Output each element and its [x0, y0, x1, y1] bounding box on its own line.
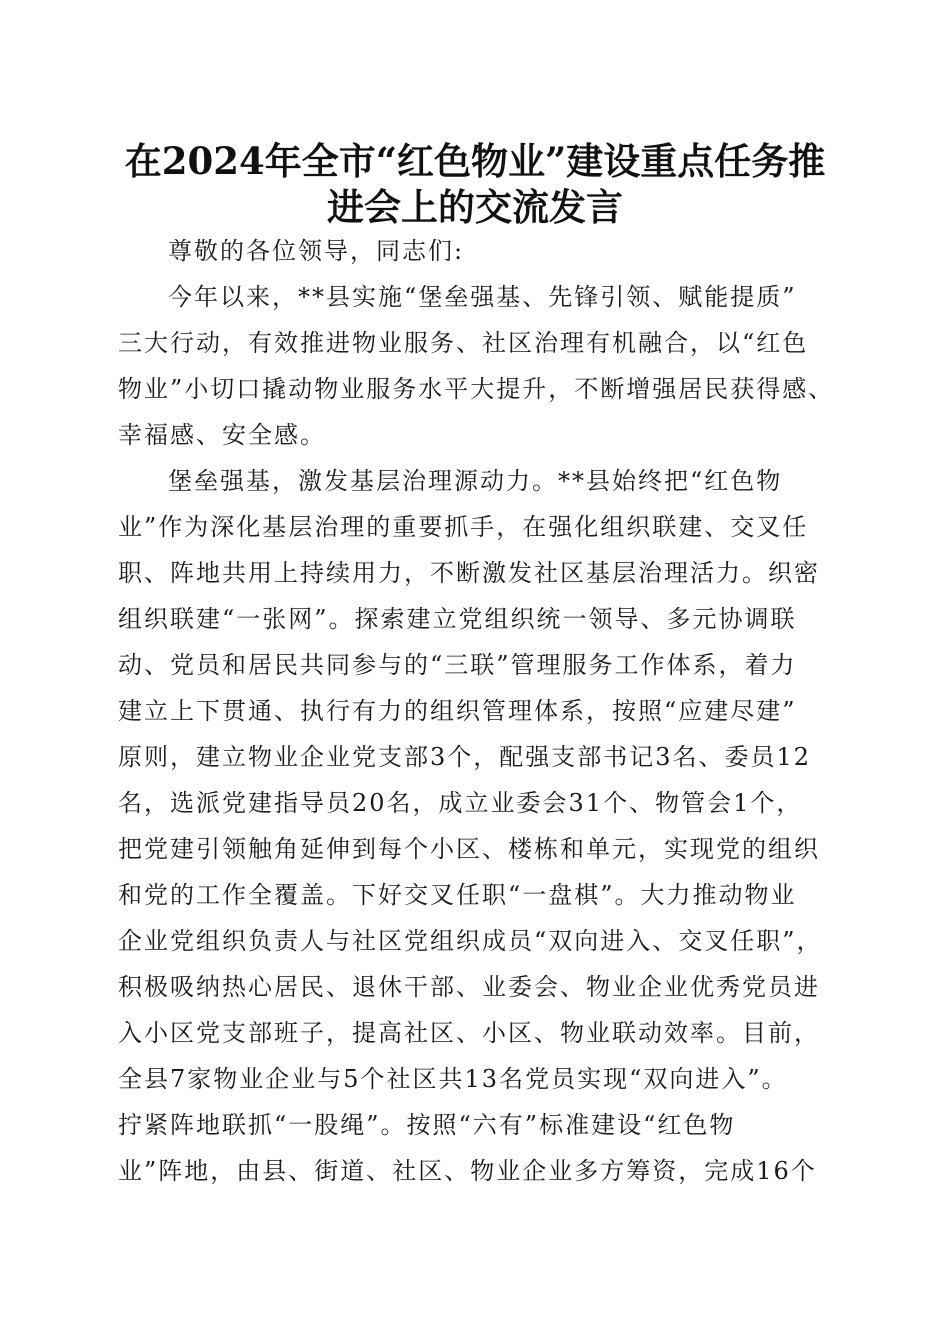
paragraph-2-line-16: 业”阵地，由县、街道、社区、物业企业多方筹资，完成16个 [118, 1157, 817, 1185]
paragraph-2-line-11: 企业党组织负责人与社区党组织成员“双向进入、交叉任职”， [118, 927, 823, 955]
paragraph-2-line-10: 和党的工作全覆盖。下好交叉任职“一盘棋”。大力推动物业 [118, 881, 797, 909]
paragraph-2-line-13: 入小区党支部班子，提高社区、小区、物业联动效率。目前， [118, 1019, 820, 1047]
paragraph-1-line-3: 物业”小切口撬动物业服务水平大提升，不断增强居民获得感、 [118, 375, 835, 403]
document-title [110, 138, 840, 230]
paragraph-2-line-5: 动、党员和居民共同参与的“三联”管理服务工作体系，着力 [118, 651, 797, 679]
paragraph-2-line-8: 名，选派党建指导员20名，成立业委会31个、物管会1个， [118, 789, 803, 817]
paragraph-2-line-1: 堡垒强基，激发基层治理源动力。**县始终把“红色物 [168, 467, 783, 495]
document-body [118, 228, 835, 1194]
salutation: 尊敬的各位领导，同志们: [168, 237, 465, 265]
paragraph-2-line-15: 拧紧阵地联抓“一股绳”。按照“六有”标准建设“红色物 [118, 1111, 736, 1139]
paragraph-2-line-12: 积极吸纳热心居民、退休干部、业委会、物业企业优秀党员进 [118, 973, 820, 1001]
paragraph-2-line-14: 全县7家物业企业与5个社区共13名党员实现“双向进入”。 [118, 1065, 788, 1093]
title-line-1: 在2024年全市“红色物业”建设重点任务推 [124, 139, 826, 183]
paragraph-2-line-2: 业”作为深化基层治理的重要抓手，在强化组织联建、交叉任 [118, 513, 809, 541]
paragraph-1-line-1: 今年以来，**县实施“堡垒强基、先锋引领、赋能提质” [168, 283, 797, 311]
paragraph-1-line-2: 三大行动，有效推进物业服务、社区治理有机融合，以“红色 [118, 329, 809, 357]
paragraph-2-line-7: 原则，建立物业企业党支部3个，配强支部书记3名、委员12 [118, 743, 812, 771]
title-line-2: 进会上的交流发言 [327, 185, 623, 229]
paragraph-2-line-9: 把党建引领触角延伸到每个小区、楼栋和单元，实现党的组织 [118, 835, 820, 863]
paragraph-2-line-6: 建立上下贯通、执行有力的组织管理体系，按照“应建尽建” [118, 697, 797, 725]
paragraph-2-line-4: 组织联建“一张网”。探索建立党组织统一领导、多元协调联 [118, 605, 797, 633]
paragraph-2-line-3: 职、阵地共用上持续用力，不断激发社区基层治理活力。织密 [118, 559, 820, 587]
paragraph-1-line-4: 幸福感、安全感。 [118, 421, 326, 449]
